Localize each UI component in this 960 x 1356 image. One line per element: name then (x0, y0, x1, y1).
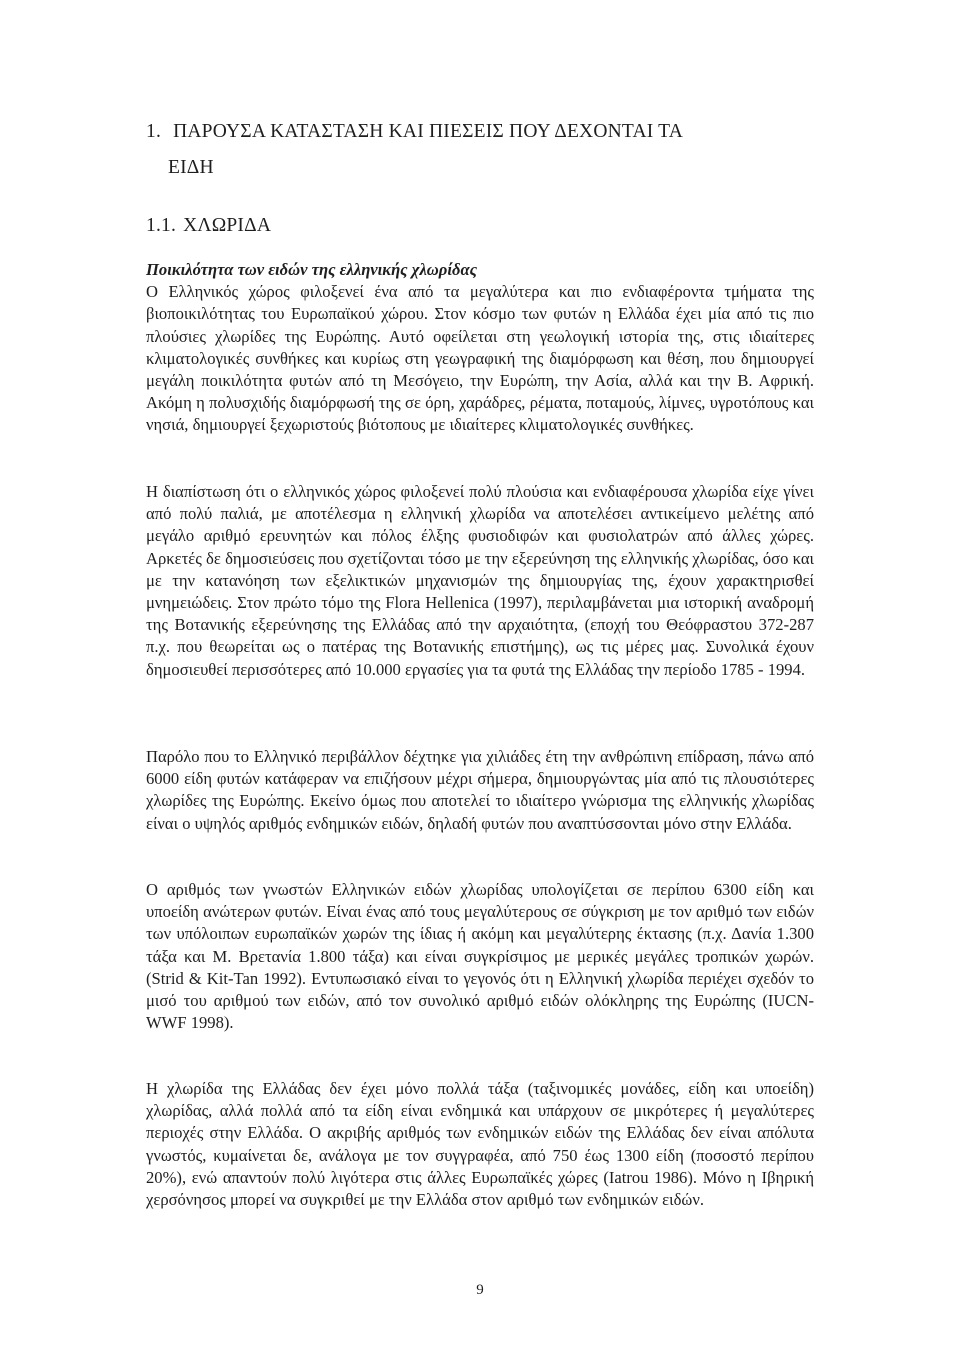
paragraph-4: Ο αριθμός των γνωστών Ελληνικών ειδών χλωρίδας υπολογίζεται σε περίπου 6300 είδη και υποείδη ανώτερων φυτών. Είναι ένας από τους μεγαλύτερους σε σύγκριση με τον αριθμό των ειδών των υπόλοιπων ευρωπαϊκών χωρών της ίδιας ή ακόμη και μεγαλύτερης έκτασης (π.χ. Δανία 1.300 τάξα και Μ. Βρετανία 1.800 τάξα) και είναι συγκρίσιμος με μερικές μεγάλες τροπικών χωρών. (Strid & Kit-Tan 1992). Εντυπωσιακό είναι το γεγονός ότι η Ελληνική χλωρίδα περιέχει σχεδόν το μισό του αριθμού των ειδών, από τον συνολικό αριθμό ειδών ολόκληρης της Ευρώπης (IUCN-WWF 1998). (146, 880, 814, 1033)
paragraph-block-4 (146, 879, 814, 1034)
paragraph-block-5 (146, 1078, 814, 1211)
chapter-heading (146, 114, 836, 186)
paragraph-block-2 (146, 481, 814, 681)
chapter-number: 1. (146, 121, 162, 142)
paragraph-5: Η χλωρίδα της Ελλάδας δεν έχει μόνο πολλά τάξα (ταξινομικές μονάδες, είδη και υποείδη) χλωρίδας, αλλά πολλά από τα είδη είναι ενδημικά και υπάρχουν σε μικρότερες ή μεγαλύτερες περιοχές στην Ελλάδα. Ο ακριβής αριθμός των ενδημικών ειδών της Ελλάδας δεν είναι απόλυτα γνωστός, κυμαίνεται δε, ανάλογα με τον συγγραφέα, από 750 έως 1300 είδη (ποσοστό περίπου 20%), ενώ απαντούν πολύ λιγότερα στις άλλες Ευρωπαϊκές χώρες (Iatrou 1986). Μόνο η Ιβηρική χερσόνησος μπορεί να συγκριθεί με την Ελλάδα στον αριθμό των ενδημικών ειδών. (146, 1079, 814, 1210)
section-title: ΧΛΩΡΙΔΑ (183, 215, 272, 236)
paragraph-1: Ο Ελληνικός χώρος φιλοξενεί ένα από τα μεγαλύτερα και πιο ενδιαφέροντα τμήματα της βιοποικιλότητας του Ευρωπαϊκού χώρου. Στον κόσμο των φυτών η Ελλάδα έχει μία από τις πιο πλούσιες χλωρίδες της Ευρώπης. Αυτό οφείλεται στη γεωλογική ιστορία της, στις ιδιαίτερες κλιματολογικές συνθήκες και κυρίως στη γεωγραφική της διαμόρφωση και θέση, που δημιουργεί μεγάλη ποικιλότητα φυτών από τη Μεσόγειο, την Ευρώπη, την Ασία, αλλά και την Β. Αφρική. Ακόμη η πολυσχιδής διαμόρφωσή της σε όρη, χαράδρες, ρέματα, ποταμούς, λίμνες, υγροτόπους και νησιά, δημιουργεί ξεχωριστούς βιότοπους με ιδιαίτερες κλιματολογικές συνθήκες. (146, 282, 814, 435)
paragraph-block-1 (146, 259, 814, 437)
section-number: 1.1. (146, 215, 177, 236)
paragraph-2: Η διαπίστωση ότι ο ελληνικός χώρος φιλοξενεί πολύ πλούσια και ενδιαφέρουσα χλωρίδα είχε γίνει από πολύ παλιά, με αποτέλεσμα η ελληνική χλωρίδα να αποτελέσει αντικείμενο μελέτης από μεγάλο αριθμό ερευνητών και πόλος έλξης φυσιοδιφών και φυσιολατρών από άλλες χώρες. Αρκετές δε δημοσιεύσεις που σχετίζονται τόσο με την εξερεύνηση της ελληνικής χλωρίδας, όσο και με την κατανόηση των εξελικτικών μηχανισμών της δημιουργίας της, έχουν χαρακτηρισθεί μνημειώδεις. Στον πρώτο τόμο της Flora Hellenica (1997), περιλαμβάνεται μια ιστορική αναδρομή της Βοτανικής εξερεύνησης της Ελλάδας από την αρχαιότητα, (εποχή του Θεόφραστου 372-287 π.χ. που θεωρείται ως ο πατέρας της Βοτανικής επιστήμης), ως τις μέρες μας. Συνολικά έχουν δημοσιευθεί περισσότερες από 10.000 εργασίες για τα φυτά της Ελλάδας την περίοδο 1785 - 1994. (146, 482, 814, 679)
chapter-title-line1: ΠΑΡΟΥΣΑ ΚΑΤΑΣΤΑΣΗ ΚΑΙ ΠΙΕΣΕΙΣ ΠΟΥ ΔΕΧΟΝΤΑΙ ΤΑ (173, 121, 683, 142)
paragraph-block-3 (146, 746, 814, 835)
chapter-title-line2: ΕΙΔΗ (168, 157, 214, 178)
page-number: 9 (476, 1282, 484, 1298)
section-heading (146, 212, 271, 240)
subsection-heading: Ποικιλότητα των ειδών της ελληνικής χλωρίδας (146, 260, 478, 279)
paragraph-3: Παρόλο που το Ελληνικό περιβάλλον δέχτηκε για χιλιάδες έτη την ανθρώπινη επίδραση, πάνω από 6000 είδη φυτών κατάφεραν να επιζήσουν μέχρι σήμερα, δημιουργώντας μία από τις πλουσιότερες χλωρίδες της Ευρώπης. Εκείνο όμως που αποτελεί το ιδιαίτερο γνώρισμα της ελληνικής χλωρίδας είναι ο υψηλός αριθμός ενδημικών ειδών, δηλαδή φυτών που αναπτύσσονται μόνο στην Ελλάδα. (146, 747, 814, 833)
